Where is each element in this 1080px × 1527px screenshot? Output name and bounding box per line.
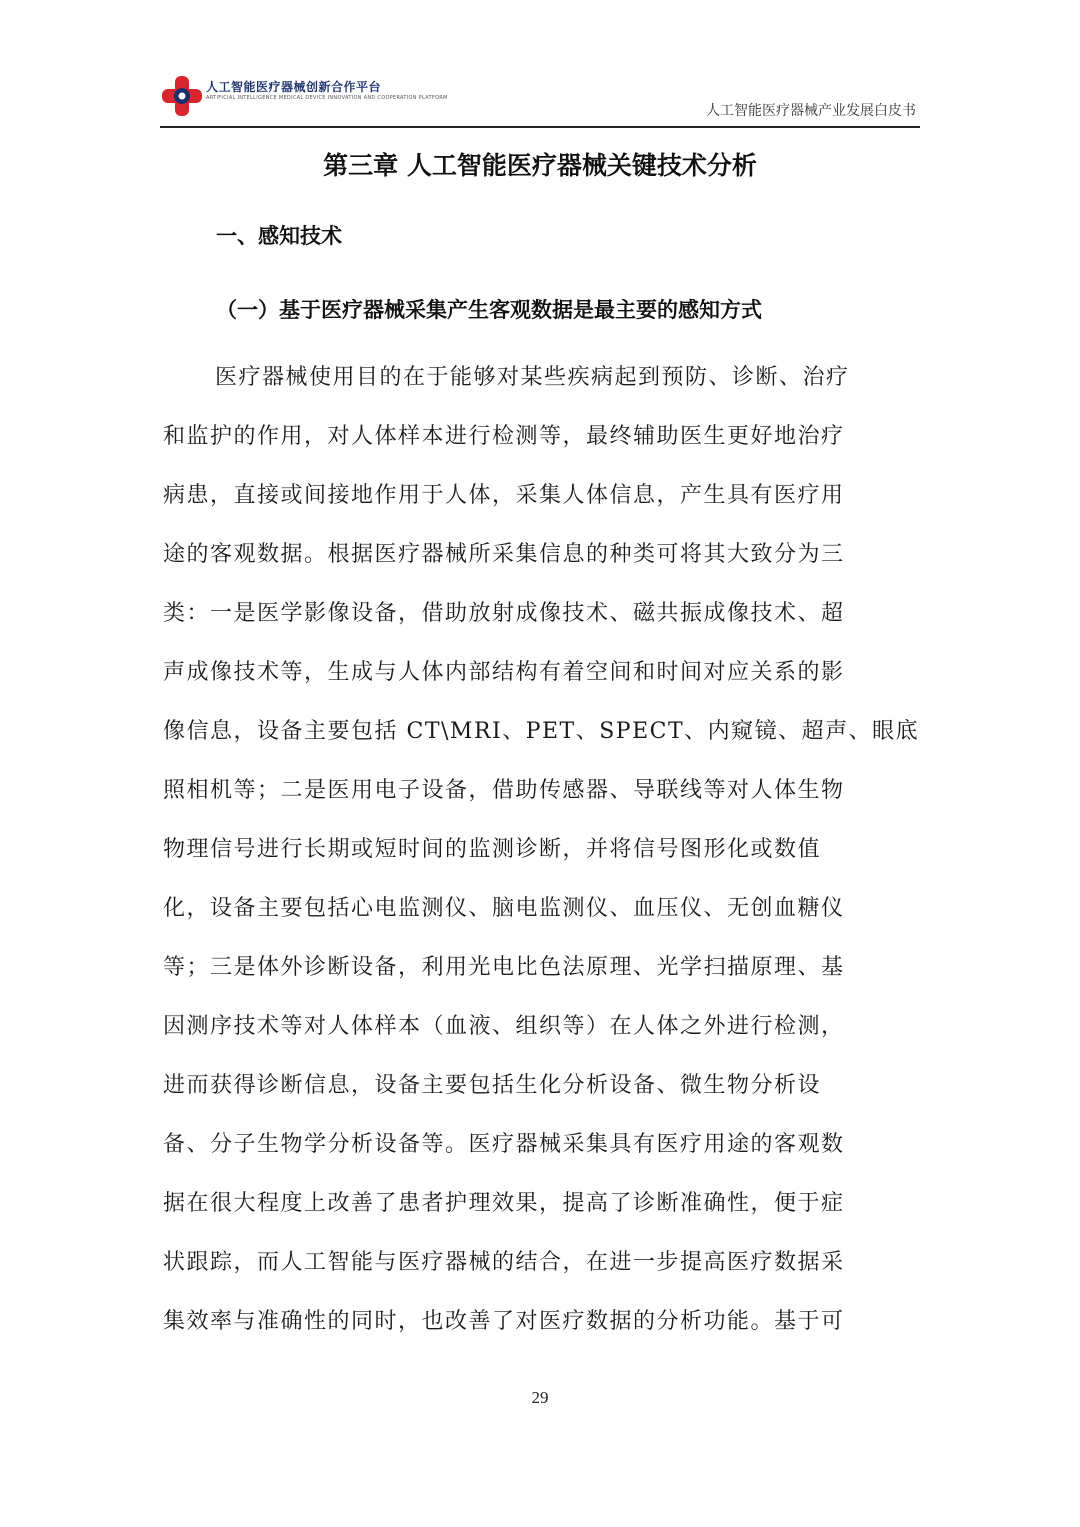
body-line: 备、分子生物学分析设备等。医疗器械采集具有医疗用途的客观数 [163, 1132, 845, 1157]
chapter-title: 第三章 人工智能医疗器械关键技术分析 [323, 151, 757, 180]
body-line: 病患，直接或间接地作用于人体，采集人体信息，产生具有医疗用 [163, 483, 845, 508]
page-header [160, 70, 920, 128]
body-line: 等；三是体外诊断设备，利用光电比色法原理、光学扫描原理、基 [163, 955, 845, 980]
section-heading: 一、感知技术 [216, 224, 342, 248]
body-line: 像信息，设备主要包括 CT\MRI、PET、SPECT、内窥镜、超声、眼底 [163, 719, 920, 744]
body-line: 物理信号进行长期或短时间的监测诊断，并将信号图形化或数值 [163, 837, 822, 862]
body-line: 照相机等；二是医用电子设备，借助传感器、导联线等对人体生物 [163, 778, 845, 803]
logo-text: 人工智能医疗器械创新合作平台 [206, 80, 382, 94]
body-text [163, 358, 920, 1361]
body-line: 状跟踪，而人工智能与医疗器械的结合，在进一步提高医疗数据采 [163, 1250, 845, 1275]
body-line: 化，设备主要包括心电监测仪、脑电监测仪、血压仪、无创血糖仪 [163, 896, 845, 921]
cross-logo-icon [160, 74, 204, 118]
logo-subtext: ARTIFICIAL INTELLIGENCE MEDICAL DEVICE INNOVATION AND COOPERATION PLATFORM [206, 95, 448, 101]
body-line: 集效率与准确性的同时，也改善了对医疗数据的分析功能。基于可 [163, 1309, 845, 1334]
body-line: 医疗器械使用目的在于能够对某些疾病起到预防、诊断、治疗 [215, 365, 850, 390]
body-line: 进而获得诊断信息，设备主要包括生化分析设备、微生物分析设 [163, 1073, 822, 1098]
page-number: 29 [531, 1388, 549, 1407]
body-line: 因测序技术等对人体样本（血液、组织等）在人体之外进行检测， [163, 1014, 845, 1039]
body-line: 声成像技术等，生成与人体内部结构有着空间和时间对应关系的影 [163, 660, 845, 685]
body-line: 途的客观数据。根据医疗器械所采集信息的种类可将其大致分为三 [163, 542, 845, 567]
body-line: 类：一是医学影像设备，借助放射成像技术、磁共振成像技术、超 [163, 601, 845, 626]
body-line: 据在很大程度上改善了患者护理效果，提高了诊断准确性，便于症 [163, 1191, 845, 1216]
body-line: 和监护的作用，对人体样本进行检测等，最终辅助医生更好地治疗 [163, 424, 845, 449]
document-title: 人工智能医疗器械产业发展白皮书 [706, 103, 916, 119]
subsection-heading: （一）基于医疗器械采集产生客观数据是最主要的感知方式 [216, 298, 762, 322]
